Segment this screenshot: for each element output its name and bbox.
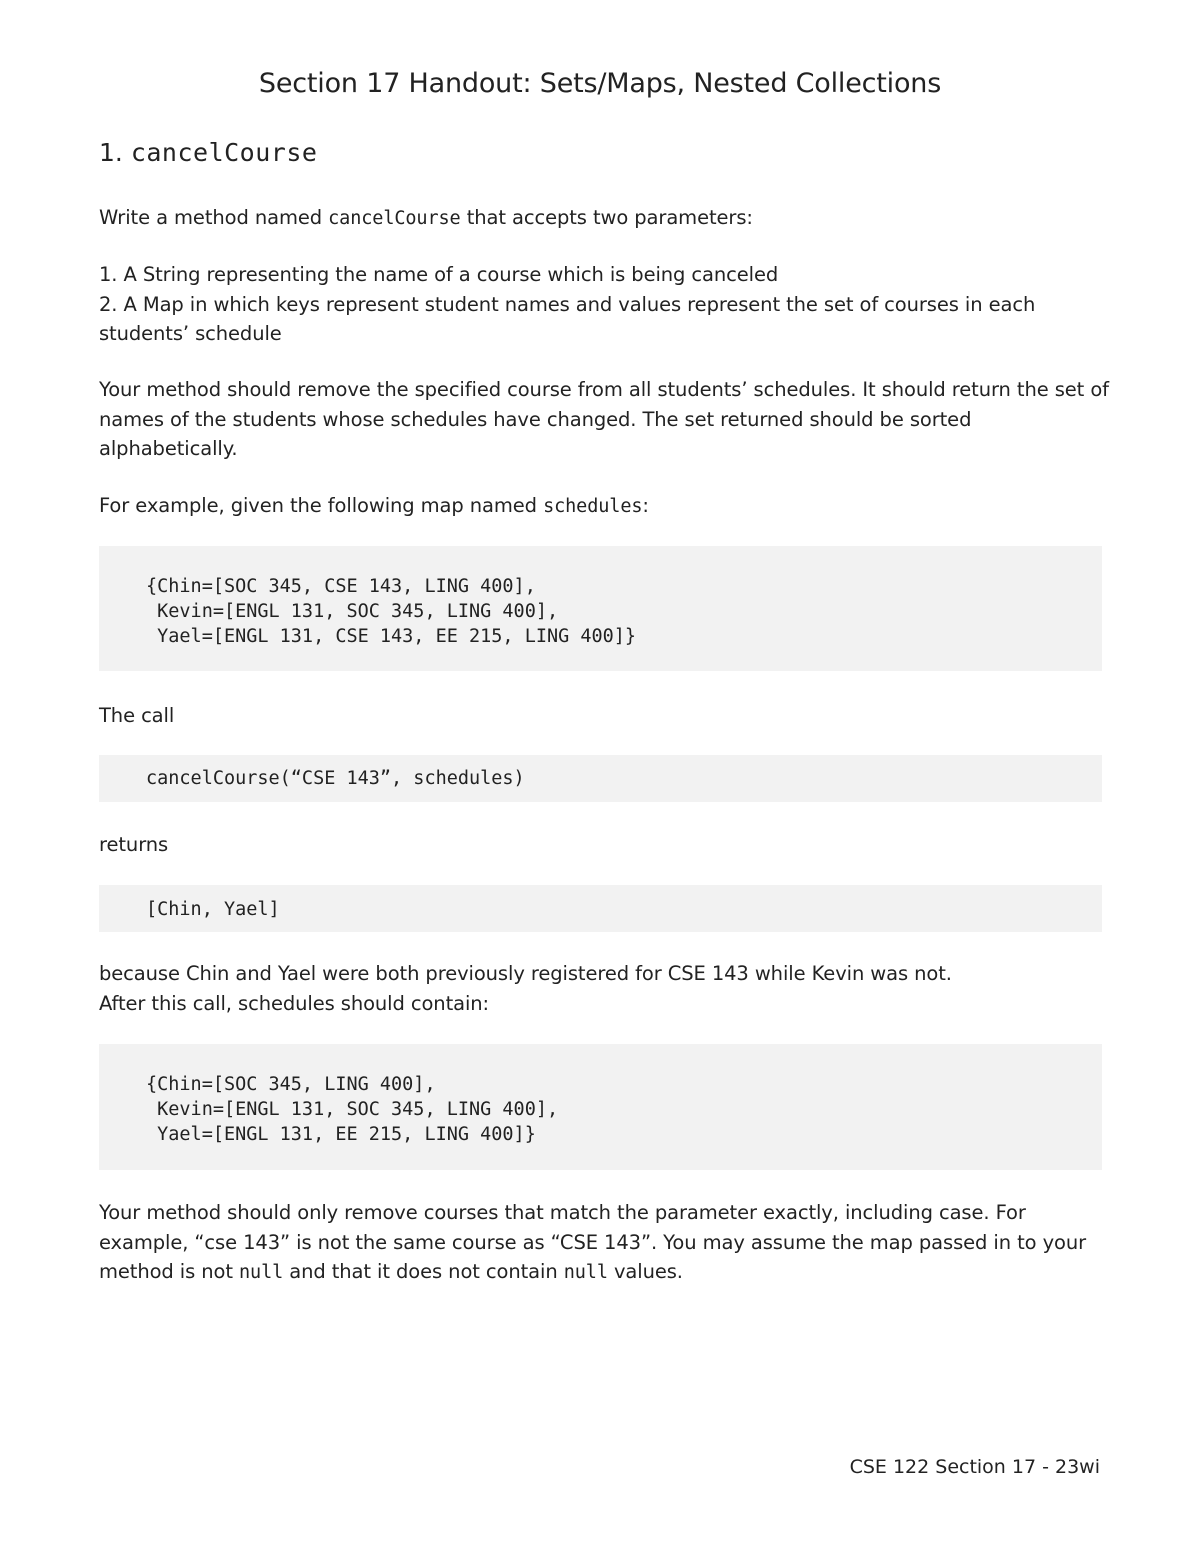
closing-part-1: Your method should only remove courses that match the parameter exactly, including case. For example, “cse 143” is not the same course as “CSE 143”. You may assume the map passed in to your method is not xyxy=(99,1201,1087,1284)
problem-heading xyxy=(99,138,317,167)
the-call-label: The call xyxy=(99,704,175,727)
code-block-schedules-after: {Chin=[SOC 345, LING 400], Kevin=[ENGL 131, SOC 345, LING 400], Yael=[ENGL 131, EE 215, LING 400]} xyxy=(99,1044,1102,1170)
intro-after: that accepts two parameters: xyxy=(460,206,753,229)
page-footer: CSE 122 Section 17 - 23wi xyxy=(849,1456,1100,1478)
problem-name: cancelCourse xyxy=(130,138,318,167)
because-line-1: because Chin and Yael were both previously registered for CSE 143 while Kevin was not. xyxy=(99,962,952,985)
example-map-name: schedules xyxy=(543,496,643,517)
problem-number: 1. xyxy=(99,138,123,167)
because-line-2: After this call, schedules should contain: xyxy=(99,991,490,1015)
because-paragraph xyxy=(99,959,1109,1018)
returns-label: returns xyxy=(99,833,169,856)
intro-method: cancelCourse xyxy=(328,208,461,229)
closing-paragraph xyxy=(99,1198,1109,1288)
null-keyword-1: null xyxy=(239,1262,284,1284)
closing-part-3: values. xyxy=(607,1260,683,1284)
example-intro-after: : xyxy=(642,494,649,517)
param-1: 1. A String representing the name of a course which is being canceled xyxy=(99,263,779,286)
description-paragraph: Your method should remove the specified course from all students’ schedules. It should return the set of names of the students whose schedules have changed. The set returned should be sorted alphabetically. xyxy=(99,378,1109,461)
example-intro xyxy=(99,491,1109,522)
example-intro-before: For example, given the following map named xyxy=(99,494,544,517)
closing-part-2: and that it does not contain xyxy=(283,1260,564,1284)
code-block-schedules-before: {Chin=[SOC 345, CSE 143, LING 400], Kevin=[ENGL 131, SOC 345, LING 400], Yael=[ENGL 131, CSE 143, EE 215, LING 400]} xyxy=(99,546,1102,671)
intro-paragraph xyxy=(99,203,1109,234)
param-2: 2. A Map in which keys represent student names and values represent the set of courses in each students’ schedule xyxy=(99,292,1036,346)
code-block-returns: [Chin, Yael] xyxy=(99,885,1102,932)
page-title: Section 17 Handout: Sets/Maps, Nested Collections xyxy=(258,68,942,99)
code-block-call: cancelCourse(“CSE 143”, schedules) xyxy=(99,755,1102,802)
parameters-list xyxy=(99,260,1109,349)
intro-before: Write a method named xyxy=(99,206,329,229)
null-keyword-2: null xyxy=(563,1262,608,1284)
